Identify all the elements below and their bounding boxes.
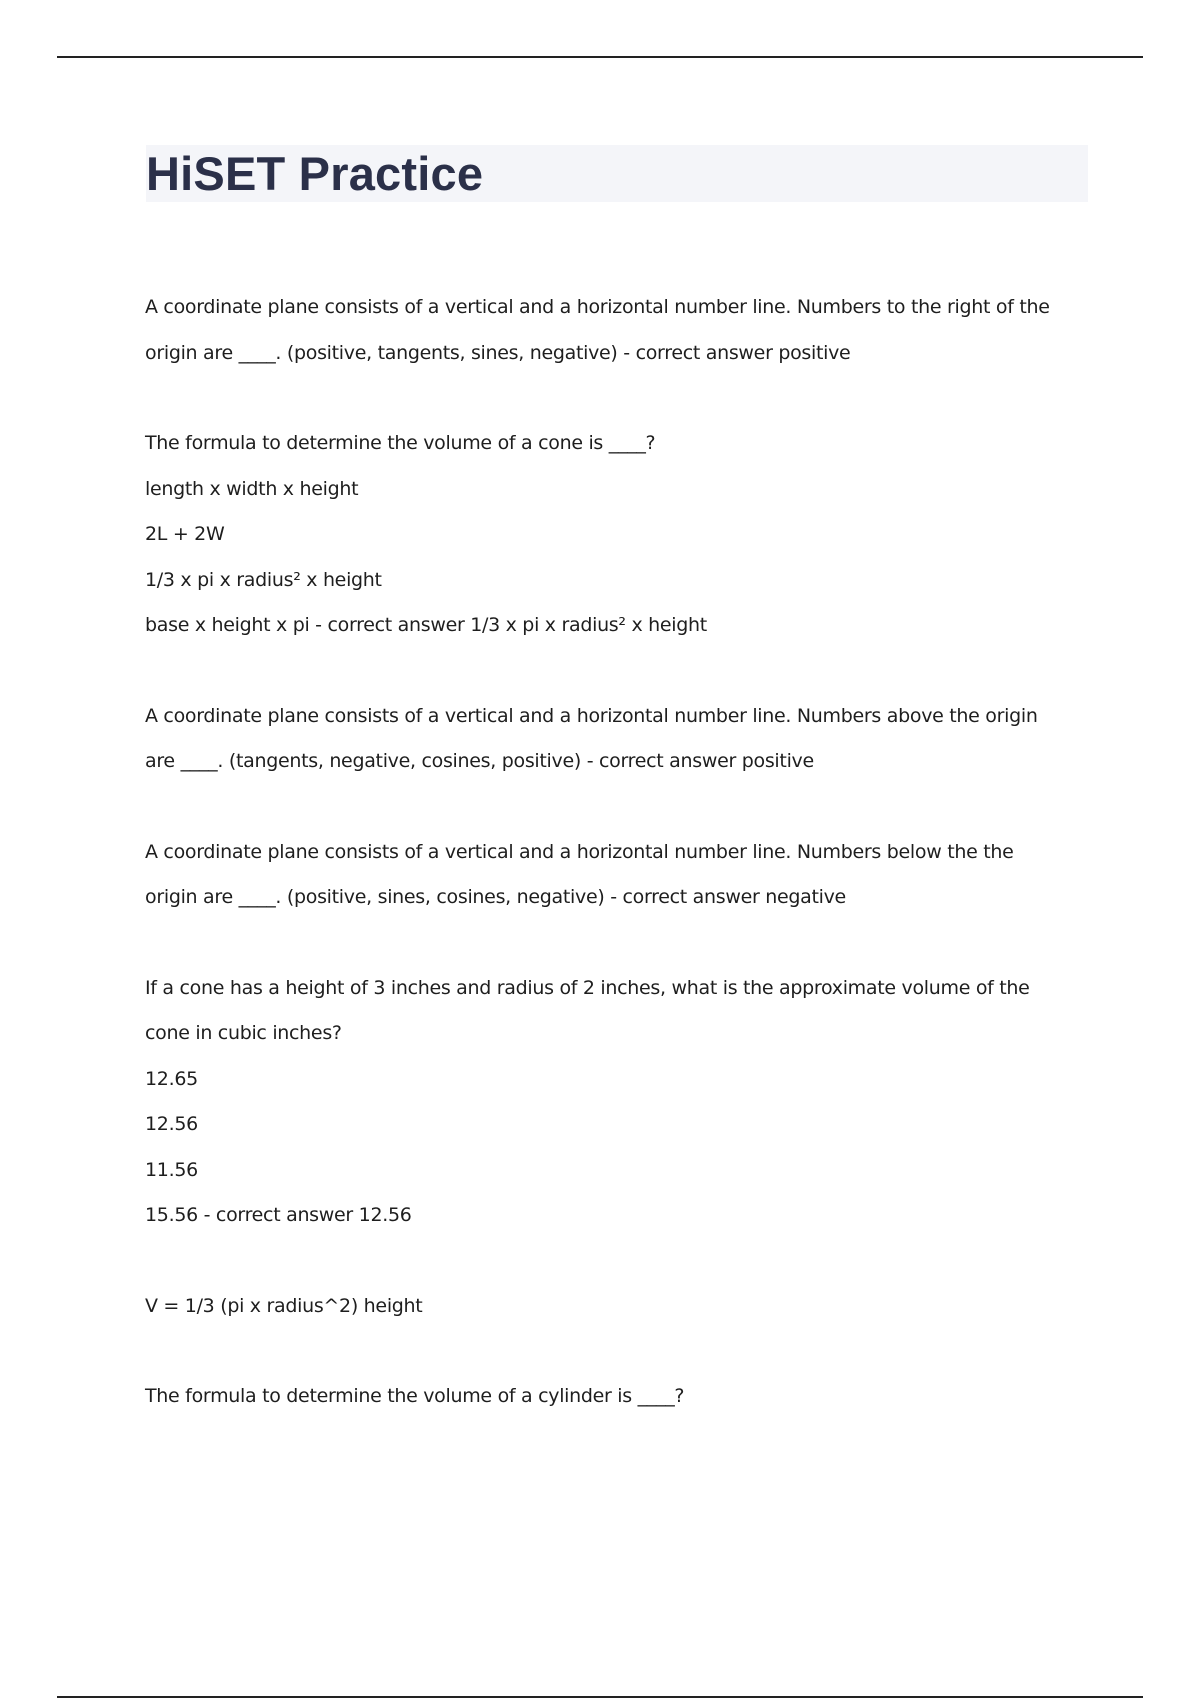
qa-line: 1/3 x pi x radius² x height [145,568,382,591]
qa-line: V = 1/3 (pi x radius^2) height [145,1294,423,1317]
qa-line: A coordinate plane consists of a vertical and a horizontal number line. Numbers to the right of the [145,296,1050,318]
qa-line: base x height x pi - correct answer 1/3 x pi x radius² x height [145,614,707,636]
qa-line: A coordinate plane consists of a vertical and a horizontal number line. Numbers below the the [145,840,1014,863]
qa-item-1 [145,285,1050,376]
qa-item-2 [145,421,1045,649]
qa-item-4 [145,830,1045,921]
qa-line: The formula to determine the volume of a cone is ____? [145,432,656,454]
qa-item-3 [145,694,1045,785]
qa-line: origin are ____. (positive, tangents, sines, negative) - correct answer positive [145,341,851,364]
qa-item-7 [145,1374,1045,1420]
qa-line: 12.56 [145,1113,198,1135]
qa-line: If a cone has a height of 3 inches and radius of 2 inches, what is the approximate volume of the [145,976,1030,999]
top-rule [57,56,1143,58]
qa-line: 2L + 2W [145,523,225,545]
qa-item-5 [145,966,1045,1239]
qa-line: cone in cubic inches? [145,1022,342,1044]
qa-line: 15.56 - correct answer 12.56 [145,1204,412,1226]
qa-line: origin are ____. (positive, sines, cosines, negative) - correct answer negative [145,886,846,908]
qa-line: length x width x height [145,477,359,500]
qa-line: 12.65 [145,1067,198,1090]
bottom-rule [57,1696,1143,1698]
qa-item-6 [145,1284,1045,1330]
page-title: HiSET Practice [146,147,484,200]
qa-line: are ____. (tangents, negative, cosines, positive) - correct answer positive [145,750,814,772]
qa-line: 11.56 [145,1158,198,1181]
qa-line: The formula to determine the volume of a cylinder is ____? [145,1385,685,1407]
qa-line: A coordinate plane consists of a vertical and a horizontal number line. Numbers above the origin [145,704,1038,727]
document-body [145,285,1050,1465]
